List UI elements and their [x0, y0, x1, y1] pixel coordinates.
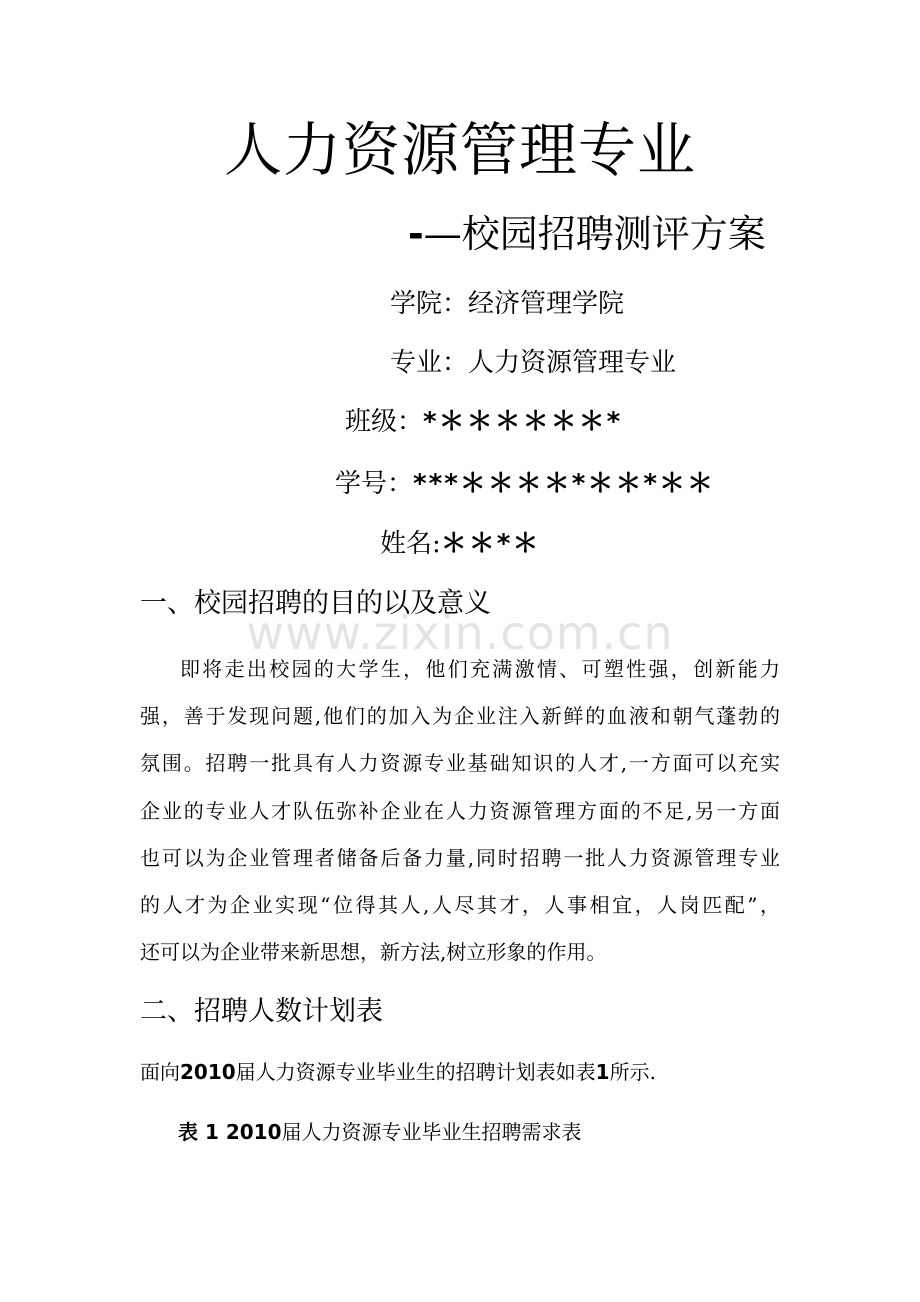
- subtitle-dash: -: [408, 212, 424, 256]
- intro-text-post: 所示.: [609, 1060, 656, 1084]
- section1-heading: 一、校园招聘的目的以及意义: [140, 588, 491, 619]
- intro-text-pre: 面向: [140, 1060, 180, 1084]
- college-value: 经济管理学院: [468, 289, 625, 319]
- paragraph-line: 强，善于发现问题,他们的加入为企业注入新鲜的血液和朝气蓬勃的: [140, 704, 780, 729]
- class-line: [345, 402, 622, 442]
- paragraph-line: 还可以为企业带来新思想，新方法,树立形象的作用。: [140, 940, 607, 965]
- paragraph-line: 氛围。招聘一批具有人力资源专业基础知识的人才,一方面可以充实: [140, 751, 780, 776]
- document-title: 人力资源管理专业: [223, 116, 696, 184]
- intro-text-mid: 届人力资源专业毕业生的招聘计划表如表: [235, 1060, 596, 1084]
- student-id-label: 学号：: [335, 469, 414, 499]
- college-label: 学院：: [390, 289, 469, 319]
- paragraph-line: 企业的专业人才队伍弥补企业在人力资源管理方面的不足,另一方面: [140, 798, 780, 823]
- major-line: [390, 343, 676, 383]
- subtitle-text: —校园招聘测评方案: [423, 212, 766, 256]
- section1-paragraph: [140, 646, 780, 976]
- paragraph-line: 即将走出校园的大学生，他们充满激情、可塑性强，创新能力: [180, 657, 780, 681]
- document-subtitle: [408, 206, 766, 262]
- section2-heading: 二、招聘人数计划表: [140, 996, 383, 1027]
- section2-intro: [140, 1054, 656, 1090]
- name-value: ＊＊*＊: [440, 529, 541, 559]
- student-id-line: [335, 464, 715, 504]
- intro-year: 2010: [180, 1060, 236, 1084]
- name-line: [380, 524, 540, 564]
- table-caption: [178, 1114, 582, 1150]
- paragraph-line: 的人才为企业实现“位得其人,人尽其才，人事相宜，人岗匹配”，: [140, 892, 780, 917]
- class-label: 班级：: [345, 407, 424, 437]
- watermark: www.zixin.com.cn: [246, 606, 674, 660]
- college-line: [390, 284, 624, 324]
- name-label: 姓名:: [380, 529, 441, 559]
- table-caption-label: 表 1 2010: [178, 1120, 282, 1144]
- table-caption-text: 届人力资源专业毕业生招聘需求表: [281, 1120, 582, 1144]
- major-value: 人力资源管理专业: [468, 348, 677, 378]
- intro-table-number: 1: [595, 1060, 610, 1084]
- major-label: 专业：: [390, 348, 469, 378]
- class-value: *＊＊＊＊＊＊*: [423, 407, 623, 437]
- student-id-value: ***＊＊＊＊*＊＊*＊＊: [413, 469, 715, 499]
- paragraph-line: 也可以为企业管理者储备后备力量,同时招聘一批人力资源管理专业: [140, 845, 780, 870]
